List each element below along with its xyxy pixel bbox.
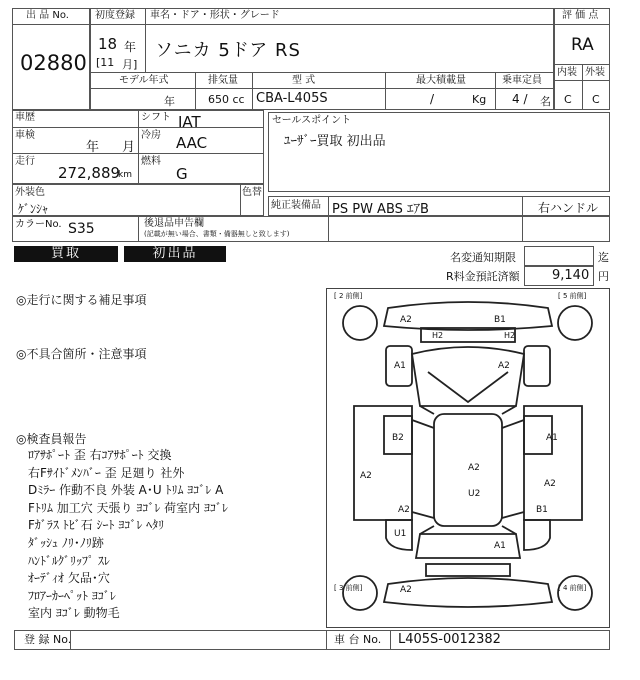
first-listing-badge: 初出品	[124, 246, 226, 262]
corner-tl-label: [ 2 前側]	[334, 292, 363, 300]
first-reg-label: 初度登録	[95, 10, 135, 21]
ac-label: 冷房	[141, 130, 161, 141]
damage-mark: A2	[398, 505, 410, 515]
sales-value: ﾕｰｻﾞｰ買取 初出品	[284, 134, 386, 149]
inspector-line: ﾛｱｻﾎﾟｰﾄ 歪 右ｺｱｻﾎﾟｰﾄ 交換	[28, 448, 172, 462]
chassis-value: L405S-0012382	[398, 632, 501, 647]
name-change-label: 名変通知期限	[450, 251, 516, 264]
capacity-label: 乗車定員	[502, 75, 542, 86]
exterior-value: C	[592, 93, 600, 106]
score-label: 評 価 点	[562, 10, 599, 21]
load-unit: Kg	[472, 93, 487, 106]
ext-color-label: 外装色	[15, 187, 45, 198]
mileage-label: 走行	[15, 156, 35, 167]
inspection-month-unit: 月	[122, 140, 136, 155]
damage-mark: A2	[400, 315, 412, 325]
driving-notes-title: ◎走行に関する補足事項	[16, 293, 147, 307]
color-no-value: S35	[68, 221, 95, 237]
damage-mark: A2	[544, 479, 556, 489]
reg-year: 18	[98, 35, 118, 53]
ext-color-value: ｹﾞﾝｼｬ	[18, 202, 49, 216]
damage-mark: U1	[394, 529, 407, 539]
damage-mark: A2	[360, 471, 372, 481]
equipment-label: 純正装備品	[271, 200, 321, 211]
inspector-line: ｵｰﾃﾞｨｵ 欠品･穴	[28, 571, 110, 586]
reg-month: [11	[96, 56, 115, 69]
reg-month-unit: 月]	[122, 58, 138, 71]
type-value: CBA-L405S	[256, 91, 328, 106]
ac-value: AAC	[176, 134, 208, 152]
reg-no-label: 登 録 No.	[24, 633, 72, 646]
recycle-unit: 円	[598, 270, 609, 283]
damage-mark: B1	[494, 315, 506, 325]
inspector-line: ﾌﾛｱｰｶｰﾍﾟｯﾄ ﾖｺﾞﾚ	[28, 588, 116, 603]
aftermarket-label: 後退品申告欄	[144, 218, 204, 229]
shift-label: シフト	[141, 112, 171, 123]
mileage-unit: km	[118, 170, 132, 180]
inspector-title: ◎検査員報告	[16, 432, 87, 446]
recycle-label: R料金預託済額	[446, 270, 520, 283]
interior-label: 内装	[557, 67, 577, 78]
exterior-label: 外装	[585, 67, 605, 78]
inspector-line: Fｶﾞﾗｽ ﾄﾋﾞ石 ｼｰﾄ ﾖｺﾞﾚ ﾍﾀﾘ	[28, 518, 165, 533]
footer-row	[14, 630, 610, 650]
damage-mark: B1	[536, 505, 548, 515]
damage-diagram	[326, 288, 610, 628]
sales-label: セールスポイント	[272, 115, 352, 126]
model-year-unit: 年	[164, 95, 175, 108]
corner-tr-label: [ 5 前側]	[558, 292, 587, 300]
aftermarket-note: (記載が無い場合、書類・備器無しと致します)	[144, 230, 290, 238]
damage-mark: A2	[400, 585, 412, 595]
header-block	[12, 8, 610, 110]
damage-mark: A1	[494, 541, 506, 551]
corner-br-label: [ 4 前側]	[558, 584, 587, 592]
damage-mark: A2	[498, 361, 510, 371]
name-change-box	[524, 246, 594, 266]
purchase-badge: 買取	[14, 246, 118, 262]
details-block	[12, 110, 610, 242]
inspector-line: 右Fｻｲﾄﾞﾒﾝﾊﾞｰ 歪 足廻り 社外	[28, 465, 185, 480]
mileage-value: 272,889	[58, 164, 121, 182]
load-value: /	[430, 92, 435, 106]
color-no-label: カラーNo.	[15, 219, 62, 230]
history-label: 車歴	[15, 112, 35, 123]
damage-mark: A1	[394, 361, 406, 371]
color-change-label: 色替	[242, 187, 262, 198]
load-label: 最大積載量	[416, 75, 466, 86]
inspector-line: Dﾐﾗｰ 作動不良 外装 A･U ﾄﾘﾑ ﾖｺﾞﾚ A	[28, 483, 224, 498]
inspector-line: 室内 ﾖｺﾞﾚ 動物毛	[28, 606, 120, 621]
corner-bl-label: [ 3 前側]	[334, 584, 363, 592]
lot-label: 出 品 No.	[26, 10, 69, 21]
displacement-label: 排気量	[208, 75, 238, 86]
shift-value: IAT	[178, 113, 201, 131]
recycle-value: 9,140	[552, 268, 590, 283]
damage-mark: H2	[432, 331, 444, 340]
inspector-line: ﾀﾞｯｼｭ ﾉﾘ･ﾉﾘ跡	[28, 536, 104, 550]
inspection-year-unit: 年	[86, 140, 100, 155]
score-value: RA	[571, 35, 594, 55]
name-change-unit: 迄	[598, 251, 609, 264]
inspection-label: 車検	[15, 130, 35, 141]
inspector-line: Fﾄﾘﾑ 加工穴 天張り ﾖｺﾞﾚ 荷室内 ﾖｺﾞﾚ	[28, 500, 228, 515]
defects-title: ◎不具合箇所・注意事項	[16, 347, 147, 361]
displacement-value: 650 cc	[208, 93, 245, 106]
fuel-value: G	[176, 165, 188, 183]
equipment-value: PS PW ABS ｴｱB	[332, 202, 429, 217]
damage-mark: B2	[392, 433, 404, 443]
capacity-unit: 名	[540, 95, 551, 108]
damage-mark: A1	[546, 433, 558, 443]
damage-mark: H2	[504, 331, 516, 340]
damage-mark: U2	[468, 489, 481, 499]
handle-value: 右ハンドル	[538, 201, 599, 215]
vehicle-name: ソニカ 5ドア RS	[155, 40, 301, 61]
interior-value: C	[564, 93, 572, 106]
damage-mark: A2	[468, 463, 480, 473]
lot-number: 02880	[20, 51, 87, 75]
capacity-value: 4 /	[512, 92, 528, 106]
inspector-line: ﾊﾝﾄﾞﾙｸﾞﾘｯﾌﾟ ｽﾚ	[28, 553, 110, 568]
vehicle-label: 車名・ドア・形状・グレード	[150, 10, 280, 21]
chassis-label: 車 台 No.	[334, 633, 382, 646]
model-year-label: モデル年式	[119, 75, 169, 86]
reg-year-unit: 年	[124, 40, 137, 54]
type-label: 型 式	[292, 75, 316, 86]
fuel-label: 燃料	[141, 156, 161, 167]
